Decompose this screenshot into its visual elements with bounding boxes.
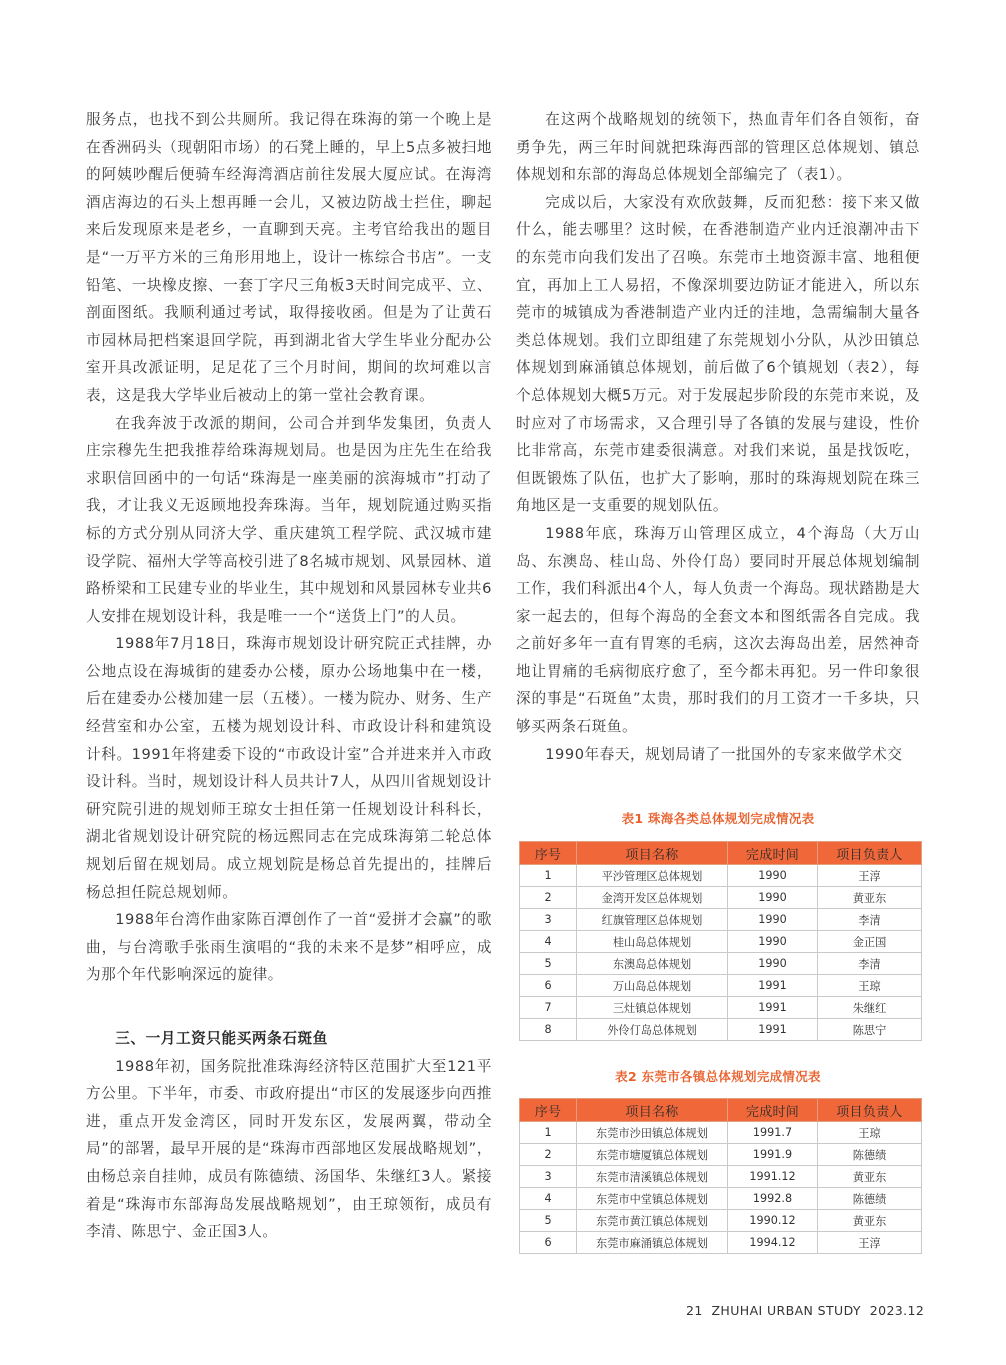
table-1-title: 表1 珠海各类总体规划完成情况表 [621, 811, 815, 826]
table-cell: 5 [520, 1210, 577, 1232]
table-2 [519, 1098, 922, 1254]
table-row [520, 1019, 922, 1041]
table-cell: 2 [520, 1144, 577, 1166]
section-heading: 三、一月工资只能买两条石斑鱼 [115, 1030, 328, 1047]
table-row [520, 1210, 922, 1232]
table-2-title: 表2 东莞市各镇总体规划完成情况表 [615, 1069, 821, 1084]
table-cell: 王琼 [818, 975, 922, 997]
table-row [520, 1122, 922, 1144]
paragraph: 1988年初，国务院批准珠海经济特区范围扩大至121平方公里。下半年，市委、市政府提出“市区的发展逐步向西推进，重点开发金湾区，同时开发东区，发展两翼，带动全局”的部署，最早开展的是“珠海市西部地区发展战略规划”，由杨总亲自挂帅，成员有陈德绩、汤国华、朱继红3人。紧接着是“珠海市东部海岛发展战略规划”，由王琼领衔，成员有李清、陈思宁、金正国3人。 [86, 1057, 492, 1241]
table-cell: 东莞市塘厦镇总体规划 [577, 1144, 728, 1166]
table-cell: 6 [520, 975, 577, 997]
table-cell: 3 [520, 909, 577, 931]
table-cell: 陈思宁 [818, 1019, 922, 1041]
header-cell: 序号 [520, 842, 577, 865]
table-row [520, 887, 922, 909]
table-row [520, 1188, 922, 1210]
table-row [520, 953, 922, 975]
header-cell: 项目负责人 [818, 842, 922, 865]
table-cell: 1992.8 [728, 1188, 818, 1210]
table-cell: 朱继红 [818, 997, 922, 1019]
table-row [520, 1144, 922, 1166]
issue-date: 2023.12 [869, 1303, 925, 1318]
table-cell: 金正国 [818, 931, 922, 953]
header-cell: 项目名称 [577, 842, 728, 865]
table-1 [519, 841, 922, 1041]
table-cell: 1991 [728, 975, 818, 997]
table-cell: 6 [520, 1232, 577, 1254]
table-cell: 东莞市中堂镇总体规划 [577, 1188, 728, 1210]
table-row [520, 1166, 922, 1188]
table-row [520, 865, 922, 887]
table-cell: 东莞市麻涌镇总体规划 [577, 1232, 728, 1254]
table-cell: 1990 [728, 931, 818, 953]
table-cell: 3 [520, 1166, 577, 1188]
table-cell: 1991 [728, 1019, 818, 1041]
paragraph: 在这两个战略规划的统领下，热血青年们各自领衔，奋勇争先，两三年时间就把珠海西部的管理区总体规划、镇总体规划和东部的海岛总体规划全部编完了（表1）。 [516, 111, 920, 184]
paragraph: 1990年春天，规划局请了一批国外的专家来做学术交 [545, 745, 903, 763]
table-cell: 1991 [728, 997, 818, 1019]
paragraph: 1988年台湾作曲家陈百潭创作了一首“爱拼才会赢”的歌曲，与台湾歌手张雨生演唱的“我的未来不是梦”相呼应，成为那个年代影响深远的旋律。 [86, 911, 492, 984]
table-cell: 东莞市黄江镇总体规划 [577, 1210, 728, 1232]
paragraph: 1988年底，珠海万山管理区成立，4个海岛（大万山岛、东澳岛、桂山岛、外伶仃岛）要同时开展总体规划编制工作，我们科派出4个人，每人负责一个海岛。现状踏勘是大家一起去的，但每个海岛的全套文本和图纸需各自完成。我之前好多年一直有胃寒的毛病，这次去海岛出差，居然神奇地让胃痛的毛病彻底疗愈了，至今都未再犯。另一件印象很深的事是“石斑鱼”太贵，那时我们的月工资才一千多块，只够买两条石斑鱼。 [516, 524, 920, 736]
table-cell: 5 [520, 953, 577, 975]
table-header-row [520, 1099, 922, 1122]
table-cell: 平沙管理区总体规划 [577, 865, 728, 887]
table-cell: 陈德绩 [818, 1188, 922, 1210]
table-cell: 1990 [728, 953, 818, 975]
page-footer [686, 1303, 924, 1318]
table-cell: 1991.7 [728, 1122, 818, 1144]
table-cell: 王淳 [818, 865, 922, 887]
table-cell: 1991.9 [728, 1144, 818, 1166]
table-cell: 2 [520, 887, 577, 909]
table-row [520, 931, 922, 953]
table-row [520, 909, 922, 931]
table-header-row [520, 842, 922, 865]
table-cell: 1990 [728, 909, 818, 931]
table-cell: 1 [520, 1122, 577, 1144]
table-cell: 1990 [728, 887, 818, 909]
table-cell: 1990.12 [728, 1210, 818, 1232]
table-cell: 黄亚东 [818, 1166, 922, 1188]
page-number: 21 [686, 1303, 703, 1318]
table-row [520, 975, 922, 997]
table-2-block [519, 1066, 917, 1254]
table-cell: 1 [520, 865, 577, 887]
left-column [86, 106, 492, 1246]
table-cell: 8 [520, 1019, 577, 1041]
table-cell: 金湾开发区总体规划 [577, 887, 728, 909]
header-cell: 完成时间 [728, 1099, 818, 1122]
table-cell: 4 [520, 1188, 577, 1210]
table-cell: 东莞市沙田镇总体规划 [577, 1122, 728, 1144]
table-cell: 王淳 [818, 1232, 922, 1254]
header-cell: 序号 [520, 1099, 577, 1122]
table-cell: 陈德绩 [818, 1144, 922, 1166]
table-cell: 黄亚东 [818, 1210, 922, 1232]
journal-name: ZHUHAI URBAN STUDY [711, 1303, 861, 1318]
table-cell: 万山岛总体规划 [577, 975, 728, 997]
table-row [520, 1232, 922, 1254]
paragraph: 服务点，也找不到公共厕所。我记得在珠海的第一个晚上是在香洲码头（现朝阳市场）的石凳上睡的，早上5点多被扫地的阿姨吵醒后便骑车经海湾酒店前往发展大厦应试。在海湾酒店海边的石头上想再睡一会儿，又被边防战士拦住，聊起来后发现原来是老乡，一直聊到天亮。主考官给我出的题目是“一万平方米的三角形用地上，设计一栋综合书店”。一支铅笔、一块橡皮擦、一套丁字尺三角板3天时间完成平、立、剖面图纸。我顺利通过考试，取得接收函。但是为了让黄石市园林局把档案退回学院，再到湖北省大学生毕业分配办公室开具改派证明，足足花了三个月时间，期间的坎坷难以言表，这是我大学毕业后被动上的第一堂社会教育课。 [86, 111, 492, 404]
header-cell: 项目名称 [577, 1099, 728, 1122]
header-cell: 完成时间 [728, 842, 818, 865]
table-cell: 7 [520, 997, 577, 1019]
table-1-block [519, 808, 917, 1041]
table-cell: 王琼 [818, 1122, 922, 1144]
table-cell: 三灶镇总体规划 [577, 997, 728, 1019]
table-cell: 外伶仃岛总体规划 [577, 1019, 728, 1041]
paragraph: 在我奔波于改派的期间，公司合并到华发集团，负责人庄宗穆先生把我推荐给珠海规划局。也是因为庄先生在给我求职信回函中的一句话“珠海是一座美丽的滨海城市”打动了我，才让我义无返顾地投奔珠海。当年，规划院通过购买指标的方式分别从同济大学、重庆建筑工程学院、武汉城市建设学院、福州大学等高校引进了8名城市规划、风景园林、道路桥梁和工民建专业的毕业生，其中规划和风景园林专业共6人安排在规划设计科，我是唯一一个“送货上门”的人员。 [86, 414, 492, 625]
table-cell: 黄亚东 [818, 887, 922, 909]
table-cell: 1990 [728, 865, 818, 887]
table-cell: 李清 [818, 909, 922, 931]
right-column [516, 106, 920, 768]
table-cell: 1994.12 [728, 1232, 818, 1254]
table-cell: 桂山岛总体规划 [577, 931, 728, 953]
table-cell: 1991.12 [728, 1166, 818, 1188]
paragraph: 1988年7月18日，珠海市规划设计研究院正式挂牌，办公地点设在海城街的建委办公楼，原办公场地集中在一楼，后在建委办公楼加建一层（五楼）。一楼为院办、财务、生产经营室和办公室，五楼为规划设计科、市政设计科和建筑设计科。1991年将建委下设的“市政设计室”合并进来并入市政设计科。当时，规划设计科人员共计7人，从四川省规划设计研究院引进的规划师王琼女士担任第一任规划设计科科长，湖北省规划设计研究院的杨远熙同志在完成珠海第二轮总体规划后留在规划局。成立规划院是杨总首先提出的，挂牌后杨总担任院总规划师。 [86, 635, 492, 901]
table-cell: 李清 [818, 953, 922, 975]
paragraph: 完成以后，大家没有欢欣鼓舞，反而犯愁：接下来又做什么，能去哪里？这时候，在香港制造产业内迁浪潮冲击下的东莞市向我们发出了召唤。东莞市土地资源丰富、地租便宜，再加上工人易招，不像深圳要边防证才能进入，所以东莞市的城镇成为香港制造产业内迁的洼地，急需编制大量各类总体规划。我们立即组建了东莞规划小分队，从沙田镇总体规划到麻涌镇总体规划，前后做了6个镇规划（表2），每个总体规划大概5万元。对于发展起步阶段的东莞市来说，及时应对了市场需求，又合理引导了各镇的发展与建设，性价比非常高，东莞市建委很满意。对我们来说，虽是找饭吃，但既锻炼了队伍，也扩大了影响，那时的珠海规划院在珠三角地区是一支重要的规划队伍。 [516, 193, 920, 515]
table-cell: 4 [520, 931, 577, 953]
header-cell: 项目负责人 [818, 1099, 922, 1122]
table-cell: 东澳岛总体规划 [577, 953, 728, 975]
table-cell: 东莞市清溪镇总体规划 [577, 1166, 728, 1188]
table-cell: 红旗管理区总体规划 [577, 909, 728, 931]
table-row [520, 997, 922, 1019]
